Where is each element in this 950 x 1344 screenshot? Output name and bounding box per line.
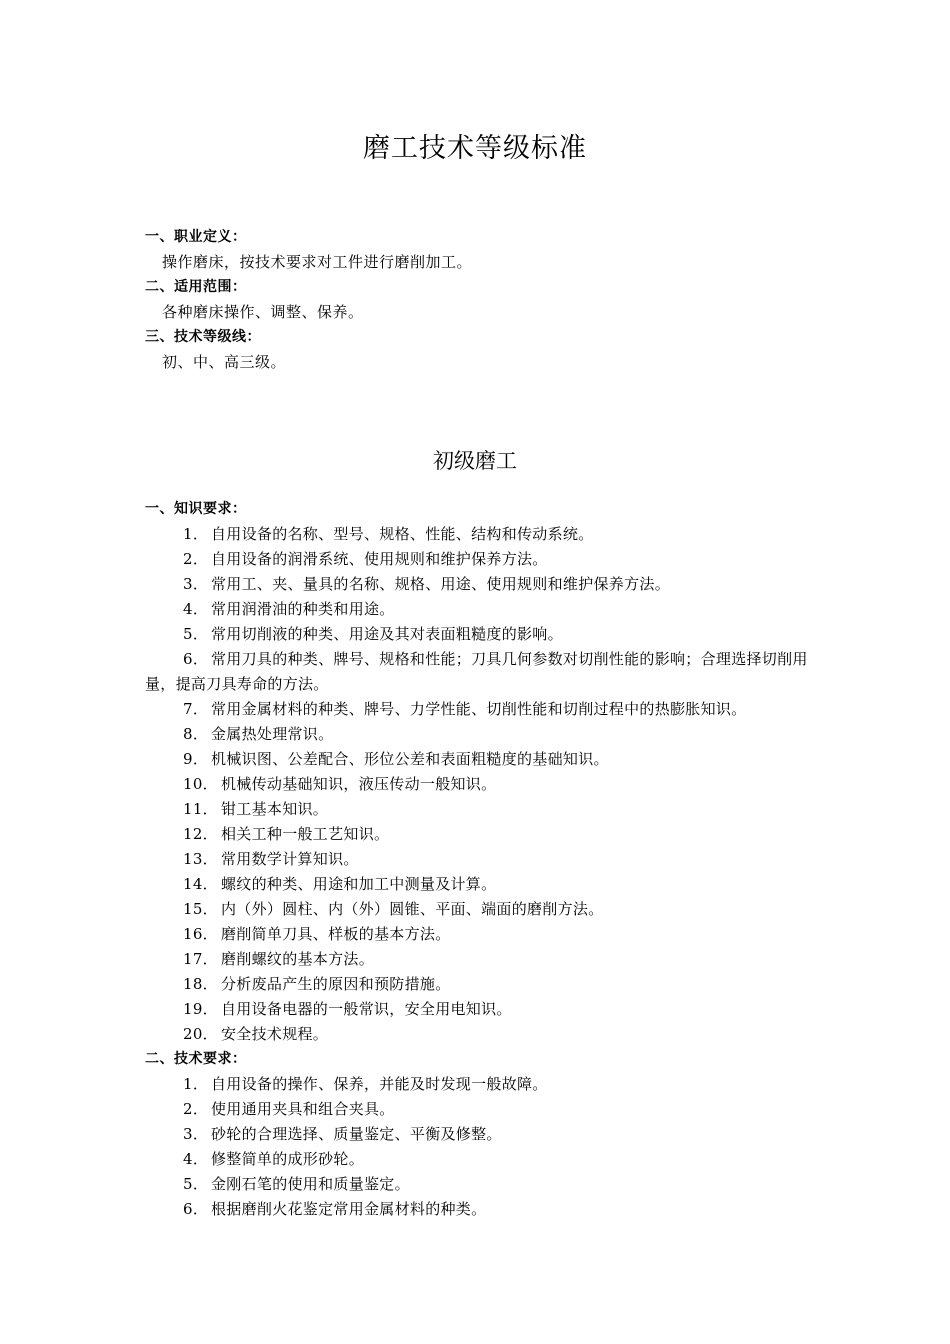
list-item [145,1197,810,1222]
item-number: 5． [183,1175,209,1193]
item-number: 11． [183,800,218,818]
list-item [145,1072,810,1097]
list-item [145,822,810,847]
item-number: 4． [183,1150,209,1168]
list-item [145,797,810,822]
item-text: 使用通用夹具和组合夹具。 [211,1100,395,1118]
section-body: 各种磨床操作、调整、保养。 [162,303,364,321]
intro-sections [145,225,810,375]
item-text: 钳工基本知识。 [221,800,329,818]
item-text: 自用设备的润滑系统、使用规则和维护保养方法。 [211,550,548,568]
section-body: 初、中、高三级。 [162,353,287,371]
item-number: 2． [183,1100,209,1118]
item-text: 分析废品产生的原因和预防措施。 [221,975,451,993]
item-text: 金属热处理常识。 [211,725,334,743]
item-text: 自用设备的操作、保养，并能及时发现一般故障。 [211,1075,548,1093]
list-item [145,1022,810,1047]
item-text: 安全技术规程。 [221,1025,329,1043]
item-number: 8． [183,725,209,743]
list-item [145,847,810,872]
item-number: 18． [183,975,218,993]
list-item [145,647,810,697]
item-number: 13． [183,850,218,868]
list-item [145,1097,810,1122]
skills-heading: 二、技术要求： [145,1051,247,1067]
item-number: 2． [183,550,209,568]
section-heading: 二、适用范围： [145,279,247,295]
item-text: 修整简单的成形砂轮。 [211,1150,365,1168]
item-number: 17． [183,950,218,968]
item-text: 机械识图、公差配合、形位公差和表面粗糙度的基础知识。 [211,750,609,768]
list-item [145,872,810,897]
list-item [145,897,810,922]
list-item [145,922,810,947]
item-text: 相关工种一般工艺知识。 [221,825,390,843]
list-item [145,522,810,547]
list-item [145,572,810,597]
item-text: 机械传动基础知识，液压传动一般知识。 [221,775,497,793]
list-item [145,597,810,622]
section-heading: 三、技术等级线： [145,329,261,345]
item-number: 6． [183,650,209,668]
list-item [145,1147,810,1172]
list-item [145,972,810,997]
item-number: 9． [183,750,209,768]
item-number: 20． [183,1025,218,1043]
item-text: 常用金属材料的种类、牌号、力学性能、切削性能和切削过程中的热膨胀知识。 [211,700,747,718]
item-text: 自用设备电器的一般常识，安全用电知识。 [221,1000,512,1018]
item-text: 根据磨削火花鉴定常用金属材料的种类。 [211,1200,487,1218]
item-number: 5． [183,625,209,643]
list-item [145,722,810,747]
list-item [145,747,810,772]
item-number: 4． [183,600,209,618]
item-text: 磨削简单刀具、样板的基本方法。 [221,925,451,943]
list-item [145,1172,810,1197]
item-number: 1． [183,525,209,543]
document-title: 磨工技术等级标准 [363,133,587,164]
item-text: 磨削螺纹的基本方法。 [221,950,375,968]
item-text: 自用设备的名称、型号、规格、性能、结构和传动系统。 [211,525,594,543]
list-item [145,997,810,1022]
list-item [145,547,810,572]
item-number: 16． [183,925,218,943]
section-heading: 一、职业定义： [145,229,247,245]
item-number: 3． [183,575,209,593]
list-item [145,1122,810,1147]
item-number: 6． [183,1200,209,1218]
knowledge-heading: 一、知识要求： [145,501,247,517]
item-number: 10． [183,775,218,793]
list-item [145,772,810,797]
item-number: 14． [183,875,218,893]
item-text: 常用切削液的种类、用途及其对表面粗糙度的影响。 [211,625,563,643]
item-text: 内（外）圆柱、内（外）圆锥、平面、端面的磨削方法。 [221,900,604,918]
item-text: 金刚石笔的使用和质量鉴定。 [211,1175,410,1193]
item-text: 螺纹的种类、用途和加工中测量及计算。 [221,875,497,893]
item-text: 砂轮的合理选择、质量鉴定、平衡及修整。 [211,1125,502,1143]
item-number: 15． [183,900,218,918]
item-number: 1． [183,1075,209,1093]
item-text: 常用数学计算知识。 [221,850,359,868]
level-title: 初级磨工 [433,449,517,473]
item-text: 常用工、夹、量具的名称、规格、用途、使用规则和维护保养方法。 [211,575,671,593]
list-item [145,697,810,722]
list-item [145,622,810,647]
section-body: 操作磨床，按技术要求对工件进行磨削加工。 [162,253,473,271]
item-number: 3． [183,1125,209,1143]
list-item [145,947,810,972]
level-content [145,497,810,1222]
item-text: 常用刀具的种类、牌号、规格和性能；刀具几何参数对切削性能的影响；合理选择切削用量，提高刀具寿命的方法。 [145,650,808,693]
item-number: 19． [183,1000,218,1018]
item-number: 7． [183,700,209,718]
item-number: 12． [183,825,218,843]
item-text: 常用润滑油的种类和用途。 [211,600,395,618]
